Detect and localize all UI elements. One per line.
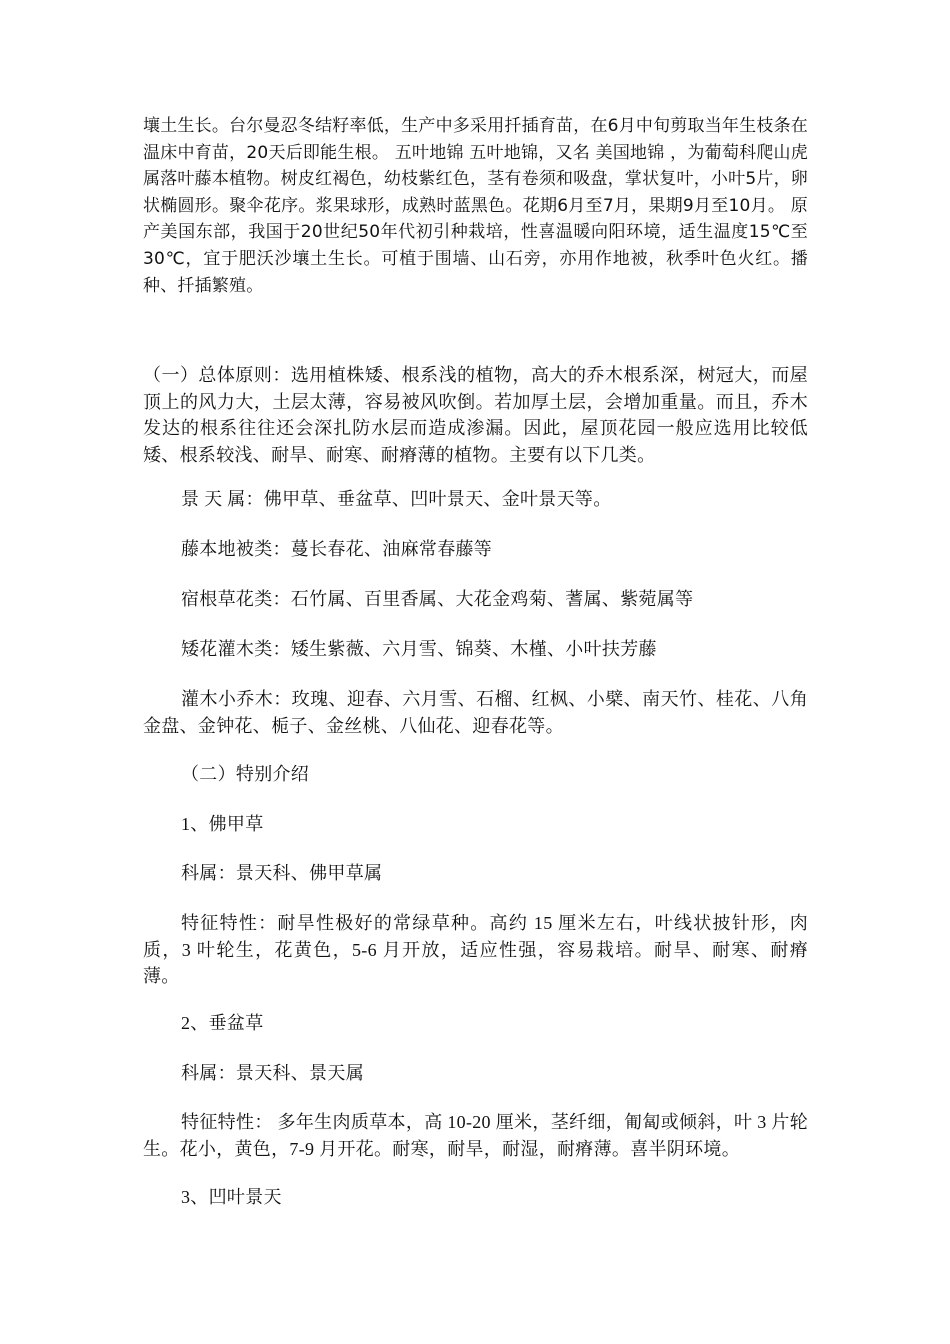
category-perennial-flowers: 宿根草花类：石竹属、百里香属、大花金鸡菊、蓍属、紫菀属等 (181, 589, 694, 609)
category-item (143, 586, 808, 613)
intro-section (143, 113, 808, 299)
plant-3-title-block (143, 1184, 808, 1211)
special-heading-block (143, 761, 808, 788)
plant-1-family-block (143, 860, 808, 887)
category-item (143, 536, 808, 563)
category-shrubs-small-trees: 灌木小乔木：玫瑰、迎春、六月雪、石榴、红枫、小檗、南天竹、桂花、八角金盘、金钟花、栀子、金丝桃、八仙花、迎春花等。 (143, 689, 808, 736)
plant-1-title-block (143, 811, 808, 838)
plant-family: 科属：景天科、佛甲草属 (181, 863, 383, 883)
category-sedum: 景 天 属：佛甲草、垂盆草、凹叶景天、金叶景天等。 (181, 489, 612, 509)
plant-2-features-block (143, 1109, 808, 1162)
plant-2-title-block (143, 1010, 808, 1037)
category-item (143, 636, 808, 663)
intro-paragraph: 壤土生长。台尔曼忍冬结籽率低，生产中多采用扦插育苗，在6月中旬剪取当年生枝条在温床中育苗，20天后即能生根。 五叶地锦 五叶地锦，又名 美国地锦 ，为葡萄科爬山虎属落叶藤本植物。树皮红褐色，幼枝紫红色，茎有卷须和吸盘，掌状复叶，小叶5片，卵状椭圆形。聚伞花序。浆果球形，成熟时蓝黑色。花期6月至7月，果期9月至10月。 原产美国东部，我国于20世纪50年代初引种栽培，性喜温暖向阳环境，适生温度15℃至30℃，宜于肥沃沙壤土生长。可植于围墙、山石旁，亦用作地被，秋季叶色火红。播种、扦插繁殖。 (143, 116, 808, 296)
plant-features: 特征特性：耐旱性极好的常绿草种。高约 15 厘米左右，叶线状披针形，肉质，3 叶轮生，花黄色，5-6 月开放，适应性强，容易栽培。耐旱、耐寒、耐瘠薄。 (143, 913, 808, 986)
plant-2-family-block (143, 1060, 808, 1087)
plant-family: 科属：景天科、景天属 (181, 1063, 364, 1083)
plant-title: 3、凹叶景天 (181, 1187, 282, 1207)
special-heading: （二）特别介绍 (181, 764, 310, 784)
plant-features: 特征特性： 多年生肉质草本，高 10-20 厘米，茎纤细，匍匐或倾斜，叶 3 片轮生。花小，黄色，7-9 月开花。耐寒，耐旱，耐湿，耐瘠薄。喜半阴环境。 (143, 1112, 808, 1159)
plant-1-features-block (143, 910, 808, 990)
plant-title: 2、垂盆草 (181, 1013, 264, 1033)
general-principle-paragraph: （一）总体原则：选用植株矮、根系浅的植物，高大的乔木根系深，树冠大，而屋顶上的风力大，土层太薄，容易被风吹倒。若加厚土层，会增加重量。而且，乔木发达的根系往往还会深扎防水层而造成渗漏。因此，屋顶花园一般应选用比较低矮、根系较浅、耐旱、耐寒、耐瘠薄的植物。主要有以下几类。 (143, 365, 808, 465)
category-item (143, 686, 808, 739)
plant-title: 1、佛甲草 (181, 814, 264, 834)
category-item (143, 486, 808, 513)
general-principle-section (143, 362, 808, 468)
category-dwarf-shrubs: 矮花灌木类：矮生紫薇、六月雪、锦葵、木槿、小叶扶芳藤 (181, 639, 657, 659)
category-vine-groundcover: 藤本地被类：蔓长春花、油麻常春藤等 (181, 539, 493, 559)
